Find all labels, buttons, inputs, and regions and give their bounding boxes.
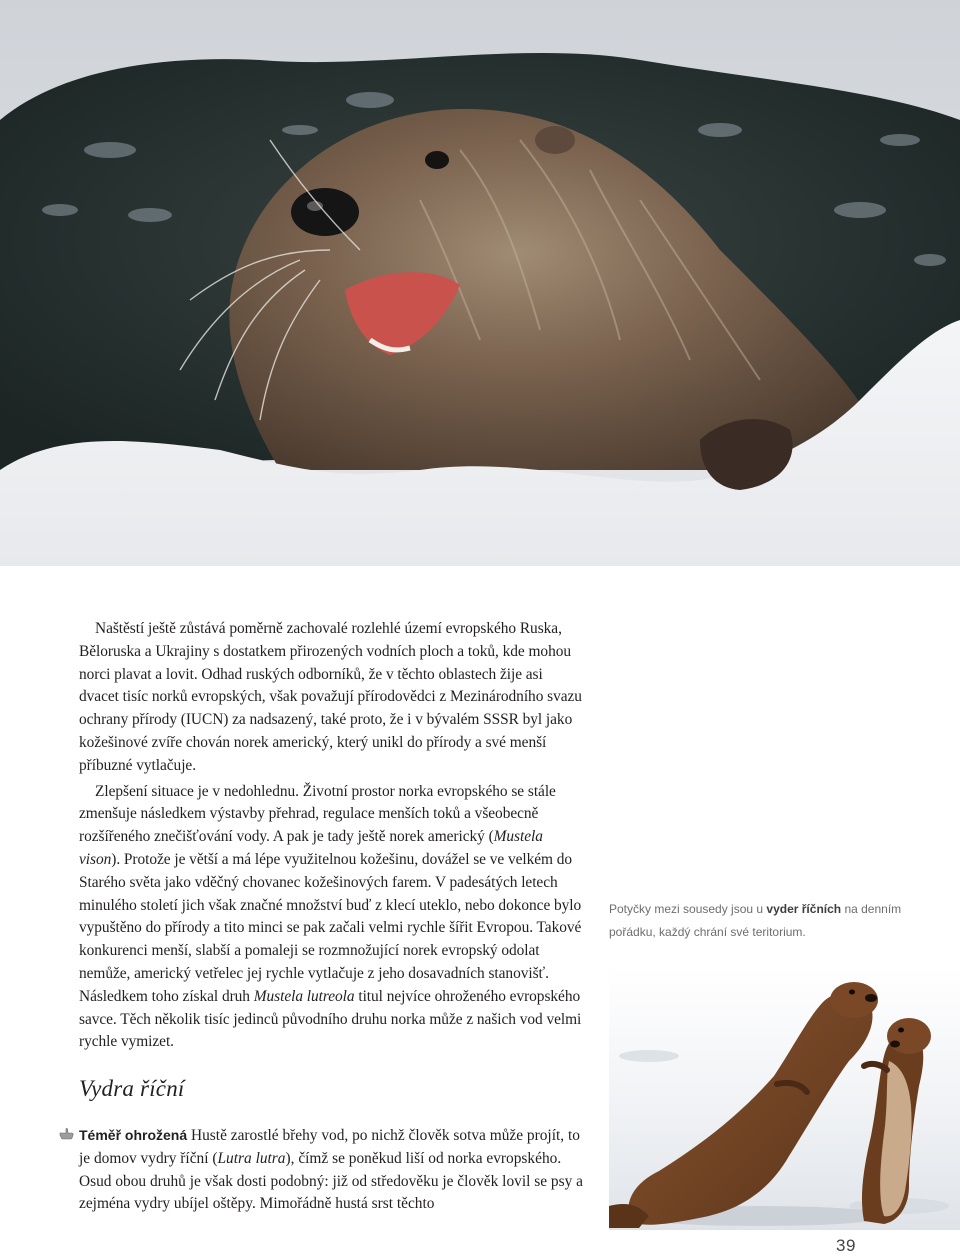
pointing-hand-icon	[59, 1124, 75, 1140]
latin-name: Lutra lutra	[217, 1149, 286, 1167]
caption-text-end: na denním pořádku, každý chrání své teritorium.	[609, 902, 902, 939]
status-label: Téměř ohrožená	[79, 1127, 188, 1143]
caption-species: vyder říčních	[766, 902, 842, 916]
otter-section-text	[79, 1124, 584, 1216]
otter-in-ice-photo	[0, 0, 960, 566]
text-run: titul nejvíce ohroženého evropského savce. Těch několik tisíc jedinců původního druhu norka může z našich vod velmi rychle vymizet.	[79, 987, 582, 1051]
article-paragraph	[79, 618, 585, 778]
text-run: ), čímž se poněkud liší od norka evropského. Osud obou druhů je však dosti podobný: již od středověku je člověk lovil se psy a zejména vydry ubíjel oštěpy. Mimořádně hustá srst těchto	[79, 1149, 583, 1213]
text-run: Naštěstí ještě zůstává poměrně zachovalé rozlehlé území evropského Ruska, Běloruska a Ukrajiny s dostatkem přirozených vodních ploch a toků, kde mohou norci plavat a lovit. Odhad ruských odborníků, že v těchto oblastech žije asi dvacet tisíc norků evropských, však považují přírodovědci z Mezinárodního svazu ochrany přírody (IUCN) za nadsazený, také proto, že i v bývalém SSSR byl jako kožešinové zvíře chován norek americký, který unikl do přírody a své menší příbuzné vytlačuje.	[79, 620, 582, 774]
latin-name: Mustela vison	[79, 828, 543, 868]
article-paragraph	[79, 781, 585, 1055]
photo-caption	[609, 898, 909, 944]
latin-name: Mustela lutreola	[253, 987, 355, 1005]
text-run: Zlepšení situace je v nedohlednu. Životní prostor norka evropského se stále zmenšuje následkem výstavby přehrad, regulace menších toků a všeobecně rozšířeného znečišťování vody. A pak je tady ještě norek americký (	[79, 782, 556, 846]
text-run: Hustě zarostlé břehy vod, po nichž člověk sotva může projít, to je domov vydry říční (	[79, 1127, 580, 1167]
caption-text: Potyčky mezi sousedy jsou u	[609, 902, 767, 916]
text-run: ). Protože je větší a má lépe využitelnou kožešinu, dovážel se ve velkém do Starého světa jako vděčný chovanec kožešinových farem. V padesátých letech minulého století jich však značné množství buď z klecí uteklo, nebo dokonce bylo vypuštěno do přírody a tito minci se pak začali velmi rychle šířit Evropou. Takové konkurenci menší, slabší a pomaleji se rozmnožující norek evropský odolat nemůže, americký vetřelec jej rychle vytlačuje z jeho dosavadních stanovišť. Následkem toho získal druh	[79, 850, 582, 1005]
section-heading: Vydra říční	[79, 1076, 185, 1101]
otters-fighting-photo	[609, 966, 960, 1230]
page-number: 39	[836, 1236, 856, 1255]
article-body	[79, 618, 585, 1054]
